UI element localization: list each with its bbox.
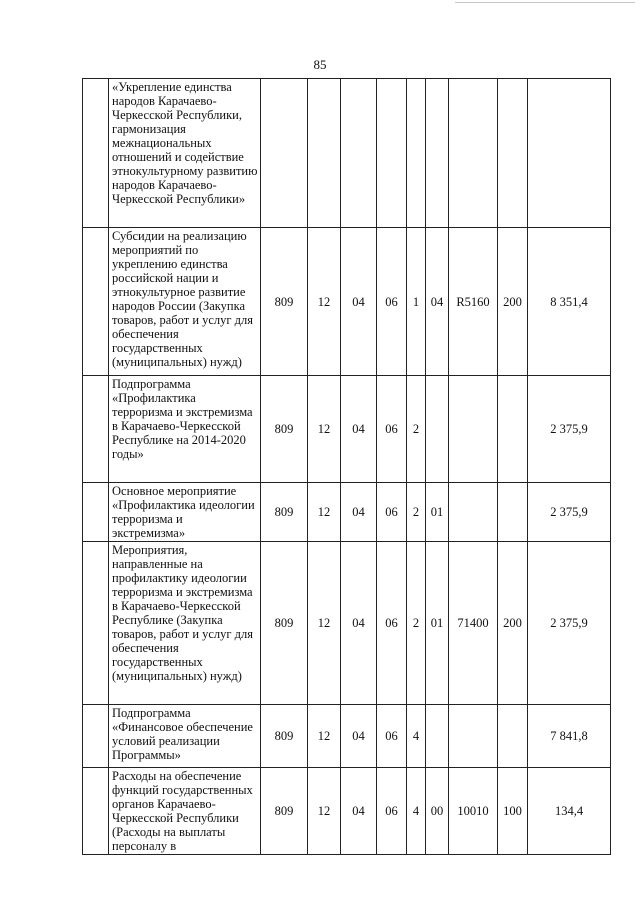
table-cell-direction: [449, 79, 498, 228]
table-cell-subsection: 04: [341, 483, 377, 542]
table-cell-subprogram: 2: [407, 376, 426, 483]
table-cell-section: [308, 79, 341, 228]
table-cell-sum: 8 351,4: [528, 228, 611, 376]
table-cell-program: 06: [377, 768, 407, 855]
table-row: [83, 768, 611, 855]
table-cell-sum: 2 375,9: [528, 483, 611, 542]
table-cell-expense-type: [498, 705, 528, 768]
table-cell-section: 12: [308, 768, 341, 855]
table-row: [83, 376, 611, 483]
table-cell-direction: [449, 376, 498, 483]
table-cell-blank: [83, 228, 109, 376]
table-cell-subsection: 04: [341, 542, 377, 705]
table-cell-name: Мероприятия, направленные на профилактику идеологии терроризма и экстремизма в Карачаево-Черкесской Республике (Закупка товаров, работ и услуг для обеспечения государственных (муниципальных) нужд): [109, 542, 261, 705]
table-cell-sum: 2 375,9: [528, 376, 611, 483]
table-cell-blank: [83, 768, 109, 855]
table-cell-direction: 71400: [449, 542, 498, 705]
table-cell-event: 00: [426, 768, 449, 855]
table-cell-section: 12: [308, 228, 341, 376]
table-cell-subsection: [341, 79, 377, 228]
table-cell-ministry: 809: [261, 483, 308, 542]
table-cell-ministry: 809: [261, 228, 308, 376]
table-cell-section: 12: [308, 483, 341, 542]
table-cell-program: 06: [377, 483, 407, 542]
table-cell-program: 06: [377, 705, 407, 768]
table-row: [83, 542, 611, 705]
table-cell-ministry: 809: [261, 705, 308, 768]
table-cell-program: 06: [377, 376, 407, 483]
table-cell-blank: [83, 542, 109, 705]
table-cell-ministry: 809: [261, 542, 308, 705]
header-rule: [455, 2, 635, 3]
table-cell-subprogram: 2: [407, 483, 426, 542]
table-cell-subprogram: 2: [407, 542, 426, 705]
budget-table: [82, 78, 611, 855]
table-cell-expense-type: [498, 79, 528, 228]
table-cell-expense-type: 200: [498, 542, 528, 705]
table-cell-event: 01: [426, 542, 449, 705]
table-cell-ministry: [261, 79, 308, 228]
table-cell-subsection: 04: [341, 376, 377, 483]
table-cell-subsection: 04: [341, 705, 377, 768]
table-cell-ministry: 809: [261, 376, 308, 483]
table-cell-event: 04: [426, 228, 449, 376]
table-cell-event: [426, 79, 449, 228]
table-cell-subprogram: 4: [407, 705, 426, 768]
table-cell-ministry: 809: [261, 768, 308, 855]
table-cell-subprogram: [407, 79, 426, 228]
table-cell-section: 12: [308, 376, 341, 483]
table-row: [83, 483, 611, 542]
table-cell-expense-type: [498, 376, 528, 483]
table-cell-subsection: 04: [341, 768, 377, 855]
table-cell-blank: [83, 705, 109, 768]
table-body: [83, 79, 611, 855]
table-cell-blank: [83, 376, 109, 483]
table-cell-name: Расходы на обеспечение функций государственных органов Карачаево-Черкесской Республики (Расходы на выплаты персоналу в: [109, 768, 261, 855]
table-cell-direction: [449, 705, 498, 768]
table-cell-name: Подпрограмма «Профилактика терроризма и экстремизма в Карачаево-Черкесской Республике на 2014-2020 годы»: [109, 376, 261, 483]
table-cell-direction: 10010: [449, 768, 498, 855]
table-cell-name: «Укрепление единства народов Карачаево-Черкесской Республики, гармонизация межнациональных отношений и содействие этнокультурному развитию народов Карачаево-Черкесской Республики»: [109, 79, 261, 228]
table-cell-subsection: 04: [341, 228, 377, 376]
table-cell-blank: [83, 483, 109, 542]
table-cell-subprogram: 1: [407, 228, 426, 376]
table-cell-name: Подпрограмма «Финансовое обеспечение условий реализации Программы»: [109, 705, 261, 768]
table-cell-event: [426, 376, 449, 483]
table-cell-event: 01: [426, 483, 449, 542]
table-cell-expense-type: [498, 483, 528, 542]
table-cell-subprogram: 4: [407, 768, 426, 855]
table-row: [83, 705, 611, 768]
table-row: [83, 228, 611, 376]
table-cell-direction: R5160: [449, 228, 498, 376]
table-row: [83, 79, 611, 228]
table-cell-section: 12: [308, 705, 341, 768]
table-cell-sum: 2 375,9: [528, 542, 611, 705]
table-cell-blank: [83, 79, 109, 228]
table-cell-section: 12: [308, 542, 341, 705]
page-number: 85: [313, 57, 327, 72]
table-cell-sum: [528, 79, 611, 228]
table-cell-expense-type: 100: [498, 768, 528, 855]
table-cell-event: [426, 705, 449, 768]
table-cell-program: 06: [377, 542, 407, 705]
table-cell-sum: 7 841,8: [528, 705, 611, 768]
table-cell-name: Субсидии на реализацию мероприятий по укреплению единства российской нации и этнокультурное развитие народов России (Закупка товаров, работ и услуг для обеспечения государственных (муниципальных) нужд): [109, 228, 261, 376]
table-cell-program: [377, 79, 407, 228]
table-cell-expense-type: 200: [498, 228, 528, 376]
table-cell-direction: [449, 483, 498, 542]
table-cell-name: Основное мероприятие «Профилактика идеологии терроризма и экстремизма»: [109, 483, 261, 542]
table-cell-program: 06: [377, 228, 407, 376]
table-cell-sum: 134,4: [528, 768, 611, 855]
